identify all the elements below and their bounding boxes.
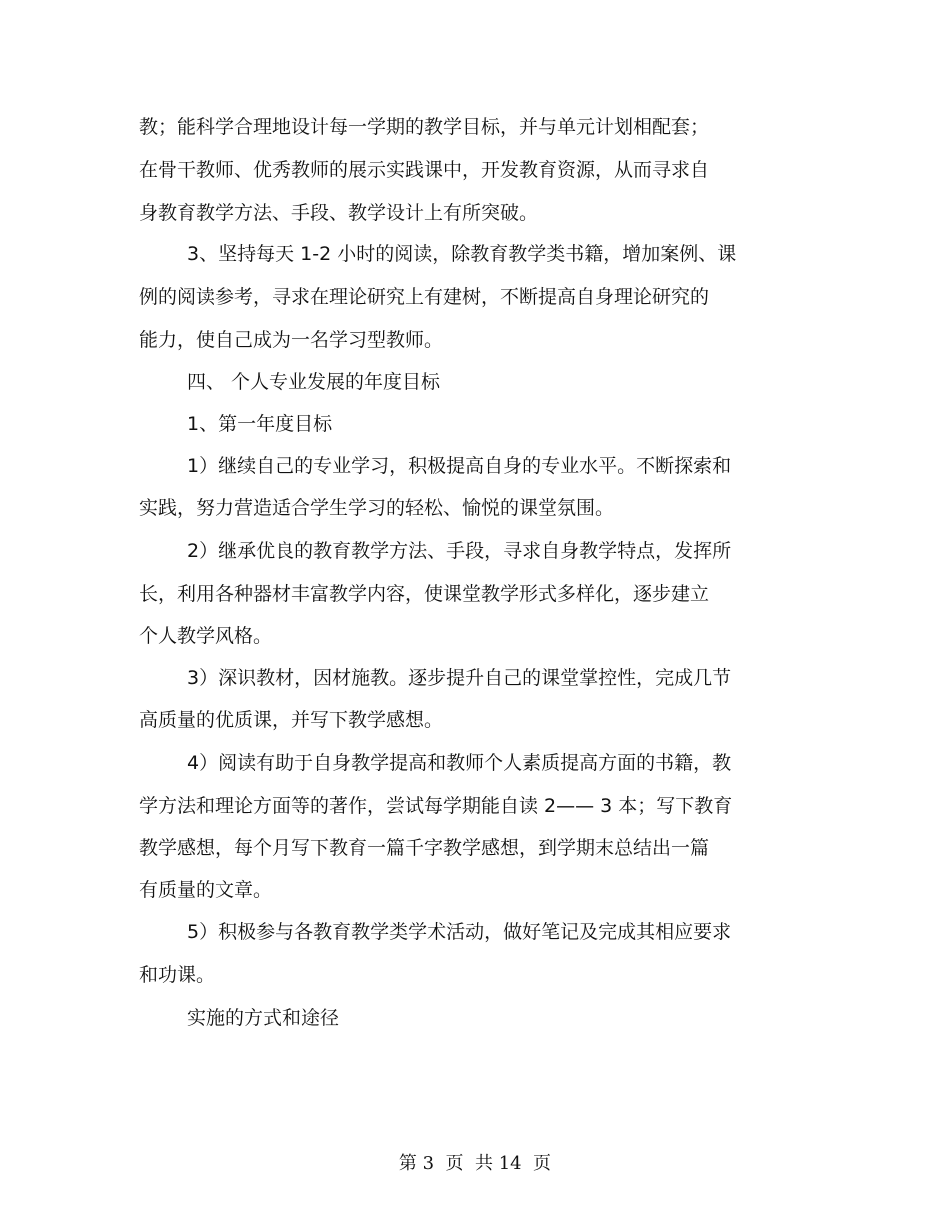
text-line: 长，利用各种器材丰富教学内容，使课堂教学形式多样化，逐步建立 [139,583,710,605]
page-footer: 第 3 页 共 14 页 [398,1153,552,1174]
text-line: 教学感想，每个月写下教育一篇千字教学感想，到学期末总结出一篇 [139,837,710,859]
text-line: 学方法和理论方面等的著作，尝试每学期能自读 2—— 3 本；写下教育 [139,795,733,817]
text-line: 实践，努力营造适合学生学习的轻松、愉悦的课堂氛围。 [139,497,615,519]
text-line: 身教育教学方法、手段、教学设计上有所突破。 [139,202,539,224]
text-line: 实施的方式和途径 [187,1007,340,1029]
text-line: 能力，使自己成为一名学习型教师。 [139,329,444,351]
text-line: 教；能科学合理地设计每一学期的教学目标，并与单元计划相配套； [139,116,710,138]
text-line: 5）积极参与各教育教学类学术活动，做好笔记及完成其相应要求 [187,921,732,943]
subsection-heading: 1、第一年度目标 [187,413,333,435]
text-line: 高质量的优质课，并写下教学感想。 [139,709,444,731]
text-line: 在骨干教师、优秀教师的展示实践课中，开发教育资源，从而寻求自 [139,159,710,181]
text-line: 3、坚持每天 1-2 小时的阅读，除教育教学类书籍，增加案例、课 [187,243,737,265]
section-heading: 四、 个人专业发展的年度目标 [187,371,441,393]
text-line: 有质量的文章。 [139,879,273,901]
text-line: 个人教学风格。 [139,625,273,647]
text-line: 2）继承优良的教育教学方法、手段，寻求自身教学特点，发挥所 [187,540,732,562]
text-line: 和功课。 [139,964,216,986]
text-line: 1）继续自己的专业学习，积极提高自身的专业水平。不断探索和 [187,455,732,477]
text-line: 例的阅读参考，寻求在理论研究上有建树，不断提高自身理论研究的 [139,286,710,308]
text-line: 3）深识教材，因材施教。逐步提升自己的课堂掌控性，完成几节 [187,667,732,689]
text-line: 4）阅读有助于自身教学提高和教师个人素质提高方面的书籍，教 [187,752,732,774]
